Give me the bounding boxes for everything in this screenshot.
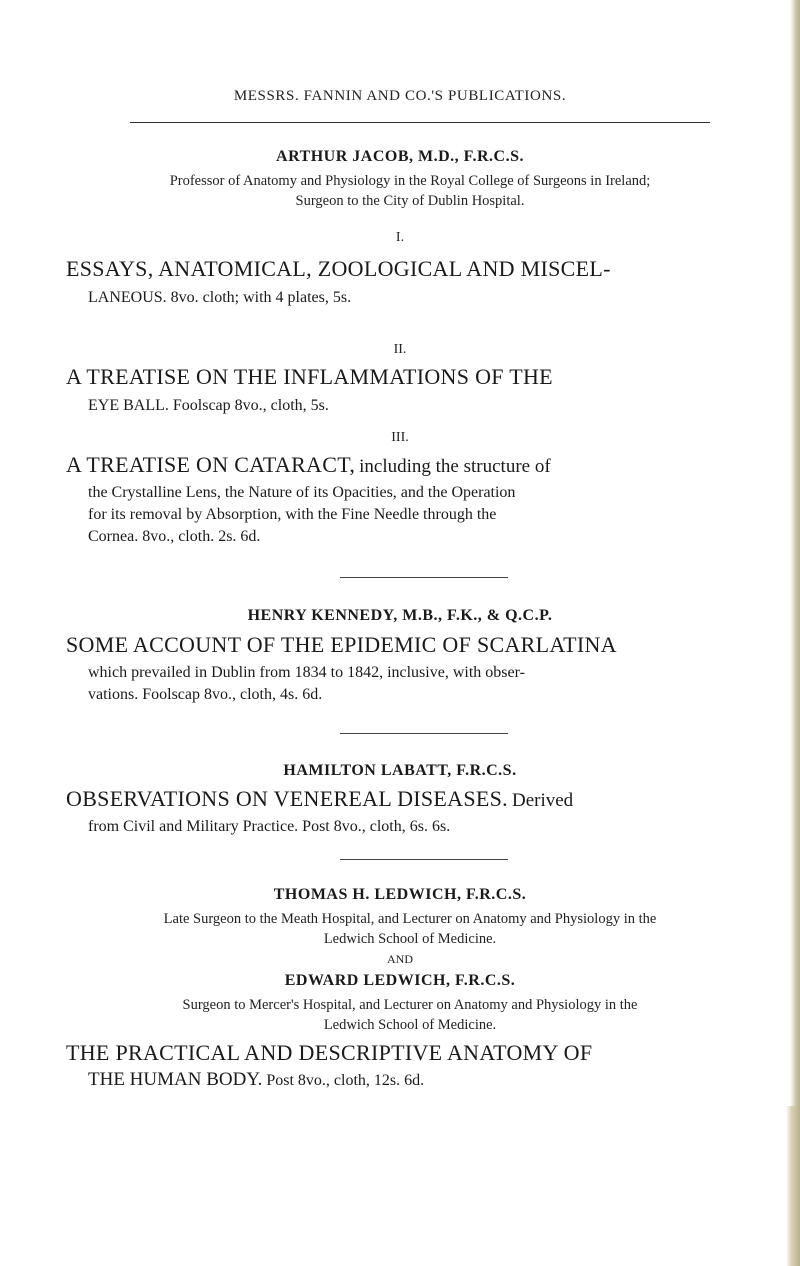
- work-entry-scarlatina: [66, 634, 736, 706]
- work-entry-cataract: [66, 454, 736, 548]
- page-edge-shading: [790, 0, 800, 1266]
- author-description-line: Professor of Anatomy and Physiology in the Royal College of Surgeons in Ireland;: [169, 173, 651, 189]
- work-description-line: for its removal by Absorption, with the Fine Needle through the: [88, 506, 497, 523]
- work-title: ESSAYS, ANATOMICAL, ZOOLOGICAL AND MISCEL-: [66, 256, 611, 281]
- work-title-continued: EYE BALL.: [88, 397, 169, 414]
- author-description-jacob: [90, 171, 730, 211]
- work-description-line: which prevailed in Dublin from 1834 to 1842, inclusive, with obser-: [88, 664, 525, 681]
- author-description-line: Surgeon to the City of Dublin Hospital.: [295, 193, 525, 209]
- work-title: A TREATISE ON CATARACT,: [66, 452, 356, 477]
- work-entry-anatomy: [66, 1042, 736, 1092]
- work-description-line: the Crystalline Lens, the Nature of its Opacities, and the Operation: [88, 484, 516, 501]
- work-numeral: III.: [391, 430, 409, 445]
- work-description-line: Cornea. 8vo., cloth. 2s. 6d.: [88, 528, 261, 545]
- section-divider: [340, 859, 508, 860]
- author-description-line: Ledwich School of Medicine.: [323, 931, 497, 947]
- section-divider: [340, 733, 508, 734]
- work-entry-essays: [66, 258, 736, 309]
- work-title: OBSERVATIONS ON VENEREAL DISEASES.: [66, 786, 508, 811]
- author-heading-jacob: ARTHUR JACOB, M.D., F.R.C.S.: [276, 148, 524, 165]
- work-entry-inflammations: [66, 366, 736, 417]
- author-description-thomas-ledwich: [90, 909, 730, 949]
- work-title-continued: including the structure of: [359, 456, 551, 477]
- work-details: Foolscap 8vo., cloth, 5s.: [172, 397, 329, 414]
- work-title: A TREATISE ON THE INFLAMMATIONS OF THE: [66, 364, 553, 389]
- author-description-edward-ledwich: [90, 995, 730, 1035]
- header-rule: [130, 122, 710, 123]
- author-description-line: Ledwich School of Medicine.: [323, 1017, 497, 1033]
- work-details: Post 8vo., cloth, 12s. 6d.: [266, 1072, 425, 1089]
- author-heading-kennedy: HENRY KENNEDY, M.B., F.K., & Q.C.P.: [247, 607, 553, 624]
- work-description-line: vations. Foolscap 8vo., cloth, 4s. 6d.: [88, 686, 323, 703]
- author-heading-labatt: HAMILTON LABATT, F.R.C.S.: [283, 762, 517, 779]
- and-connector: AND: [387, 952, 413, 966]
- work-title-continued: LANEOUS.: [88, 289, 167, 306]
- work-numeral: II.: [393, 342, 407, 357]
- author-heading-edward-ledwich: EDWARD LEDWICH, F.R.C.S.: [284, 972, 516, 989]
- work-title-continued: THE HUMAN BODY.: [88, 1069, 263, 1090]
- running-head: MESSRS. FANNIN AND CO.'S PUBLICATIONS.: [233, 88, 567, 104]
- work-description-line: from Civil and Military Practice. Post 8vo., cloth, 6s. 6s.: [88, 818, 451, 835]
- work-details: 8vo. cloth; with 4 plates, 5s.: [170, 289, 352, 306]
- work-entry-venereal: [66, 788, 736, 838]
- work-title: SOME ACCOUNT OF THE EPIDEMIC OF SCARLATINA: [66, 632, 617, 657]
- author-description-line: Surgeon to Mercer's Hospital, and Lecturer on Anatomy and Physiology in the: [182, 997, 638, 1013]
- section-divider: [340, 577, 508, 578]
- author-heading-thomas-ledwich: THOMAS H. LEDWICH, F.R.C.S.: [273, 886, 527, 903]
- page-corner-shading: [786, 1106, 800, 1266]
- author-description-line: Late Surgeon to the Meath Hospital, and Lecturer on Anatomy and Physiology in the: [163, 911, 657, 927]
- work-title-continued: Derived: [511, 790, 574, 811]
- work-title: THE PRACTICAL AND DESCRIPTIVE ANATOMY OF: [66, 1040, 593, 1065]
- work-numeral: I.: [395, 230, 405, 245]
